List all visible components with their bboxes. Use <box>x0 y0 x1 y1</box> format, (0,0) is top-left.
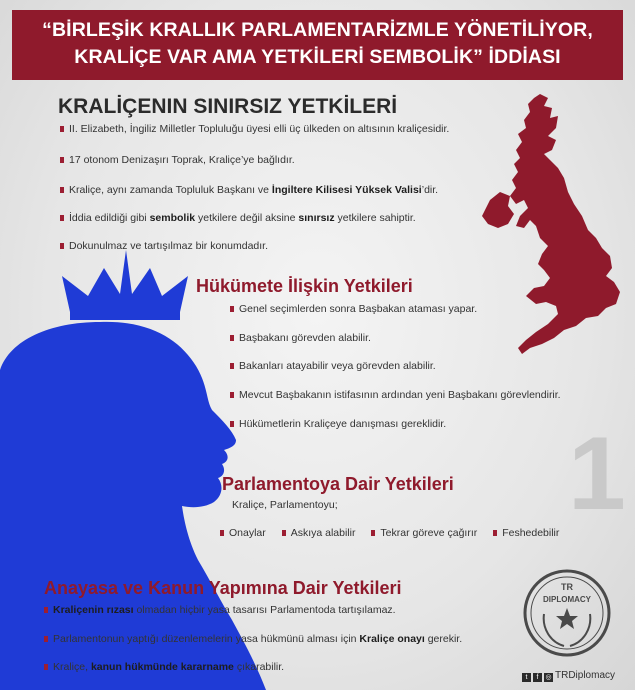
title-banner <box>12 10 623 80</box>
list-item: Bakanları atayabilir veya görevden alabilir. <box>230 360 436 372</box>
instagram-icon: ◎ <box>545 674 552 681</box>
svg-text:TR: TR <box>561 582 573 592</box>
list-item: Kraliçenin rızası olmadan hiçbir yasa tasarısı Parlamentoda tartışılamaz. <box>44 604 396 616</box>
social-handle: t f ◎ TRDiplomacy <box>522 670 615 682</box>
svg-text:DIPLOMACY: DIPLOMACY <box>543 595 591 604</box>
section1-title: KRALİÇENIN SINIRSIZ YETKİLERİ <box>58 95 398 118</box>
list-item: Mevcut Başbakanın istifasının ardından yeni Başbakanı görevlendirir. <box>230 389 561 401</box>
uk-map-icon <box>478 92 628 362</box>
list-item: Kraliçe, kanun hükmünde kararname çıkarabilir. <box>44 661 284 673</box>
list-item: İddia edildiği gibi sembolik yetkilere değil aksine sınırsız yetkilere sahiptir. <box>60 212 416 224</box>
option-item: Onaylar <box>220 527 266 539</box>
list-item: 17 otonom Denizaşırı Toprak, Kraliçe’ye bağlıdır. <box>60 154 295 166</box>
section3-title: Parlamentoya Dair Yetkileri <box>222 474 454 494</box>
list-item: Parlamentonun yaptığı düzenlemelerin yasa hükmünü alması için Kraliçe onayı gerekir. <box>44 633 462 645</box>
queen-silhouette-icon <box>0 250 270 690</box>
twitter-icon: t <box>522 673 531 682</box>
list-item: Hükümetlerin Kraliçeye danışması gereklidir. <box>230 418 446 430</box>
banner-line-1: “BİRLEŞİK KRALLIK PARLAMENTARİZMLE YÖNETİLİYOR, <box>42 19 593 41</box>
list-item: Başbakanı görevden alabilir. <box>230 332 371 344</box>
section3-intro: Kraliçe, Parlamentoyu; <box>232 499 338 511</box>
option-item: Askıya alabilir <box>282 527 356 539</box>
section4-title: Anayasa ve Kanun Yapımına Dair Yetkileri <box>44 578 402 598</box>
facebook-icon: f <box>533 673 542 682</box>
banner-line-2: KRALİÇE VAR AMA YETKİLERİ SEMBOLİK” İDDİASI <box>74 46 561 68</box>
option-item: Feshedebilir <box>493 527 559 539</box>
big-number: 1 <box>568 416 626 532</box>
list-item: Kraliçe, aynı zamanda Topluluk Başkanı ve İngiltere Kilisesi Yüksek Valisi’dir. <box>60 184 438 196</box>
list-item: II. Elizabeth, İngiliz Milletler Topluluğu üyesi elli üç ülkeden on altısının kraliçesidir. <box>60 123 449 135</box>
section2-title: Hükümete İlişkin Yetkileri <box>196 276 413 296</box>
parliament-options <box>220 527 572 539</box>
option-item: Tekrar göreve çağırır <box>371 527 477 539</box>
tr-diplomacy-seal-icon <box>522 566 612 664</box>
list-item: Genel seçimlerden sonra Başbakan ataması yapar. <box>230 303 477 315</box>
list-item: Dokunulmaz ve tartışılmaz bir konumdadır. <box>60 240 268 252</box>
